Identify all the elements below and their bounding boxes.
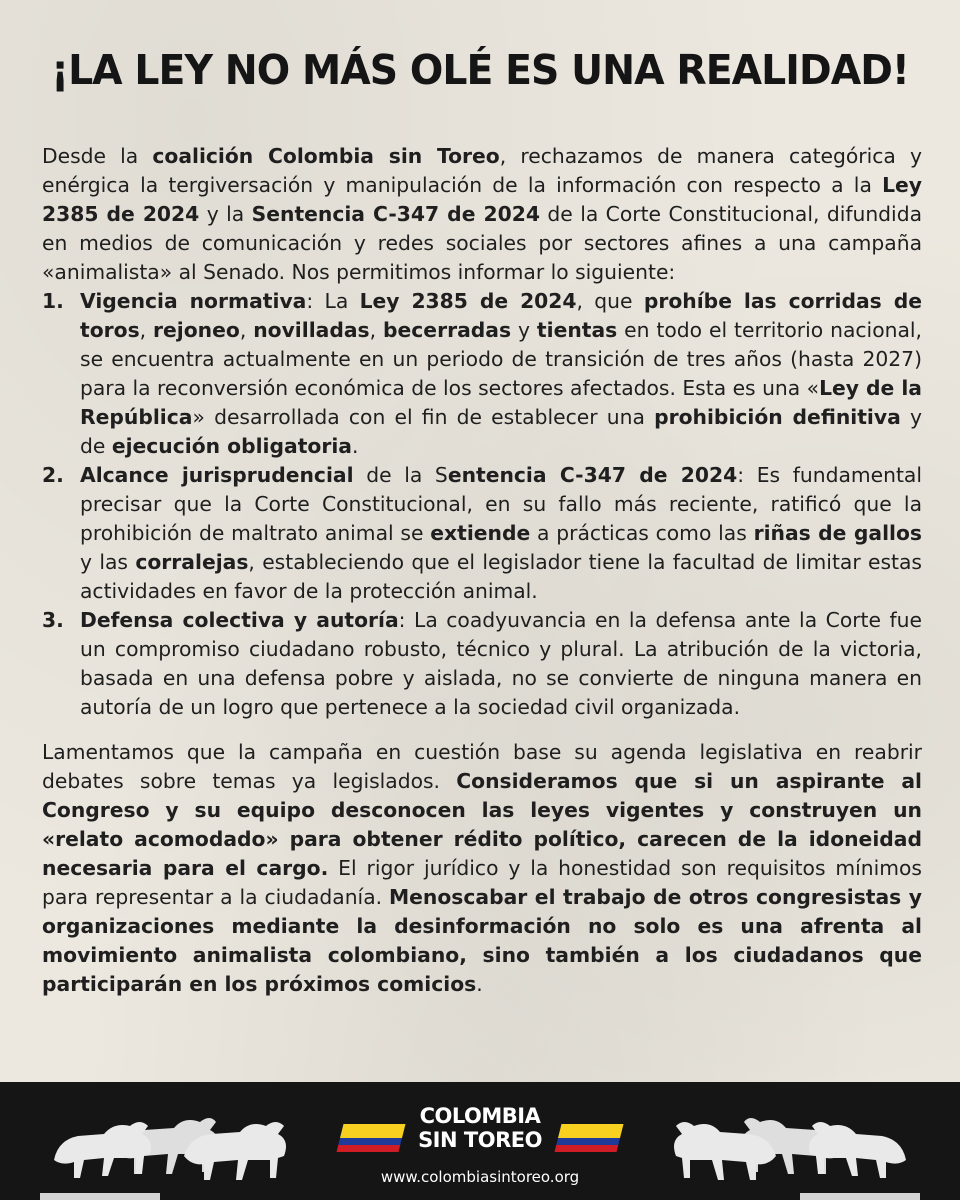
body-text: : La	[306, 289, 360, 313]
list-item	[42, 461, 922, 606]
logo-text-line2: SIN TOREO	[418, 1128, 542, 1152]
bold-text: Ley 2385 de 2024	[359, 289, 577, 313]
bulls-herd-icon	[44, 1100, 304, 1186]
logo-text-line1: COLOMBIA	[419, 1104, 541, 1128]
body-text: .	[351, 434, 359, 458]
intro-bold-3: Sentencia C-347 de 2024	[251, 202, 540, 226]
intro-text-3: y la	[199, 202, 252, 226]
page-title: ¡LA LEY NO MÁS OLÉ ES UNA REALIDAD!	[51, 46, 909, 94]
list-item	[42, 606, 922, 722]
bold-text: extiende	[430, 521, 531, 545]
body-text: en todo el territorio nacional, se encuentra actualmente en un periodo de transición de tres años (hasta 2027) para la reconversión económica de los sectores afectados. Esta es una «	[80, 318, 922, 400]
bold-text: Menoscabar el trabajo de otros congresistas y organizaciones mediante la desinformación no solo es una afrenta al movimiento animalista colombiano, sino también a los ciudadanos que participarán en los próximos comicios	[42, 885, 922, 996]
body-text: : La coadyuvancia en la defensa ante la Corte fue un compromiso ciudadano robusto, técnico y plural. La atribución de la victoria, basada en una defensa pobre y aislada, no se convierte de ninguna manera en autoría de un logro que pertenece a la sociedad civil organizada.	[80, 608, 922, 719]
bold-text: Ley de la República	[80, 376, 922, 429]
intro-text-2: , rechazamos de manera categórica y enérgica la tergiversación y manipulación de la información con respecto a la	[42, 144, 922, 197]
bold-text: novilladas	[253, 318, 370, 342]
intro-paragraph	[42, 142, 922, 287]
list-item-text	[42, 461, 922, 606]
body-text: a prácticas como las	[530, 521, 754, 545]
body-text: y de	[80, 405, 922, 458]
body-text: ,	[369, 318, 384, 342]
bold-text: becerradas	[383, 318, 512, 342]
footer-banner	[0, 1082, 960, 1200]
body-text: El rigor jurídico y la honestidad son requisitos mínimos para representar a la ciudadanía.	[42, 856, 923, 909]
body-text: » desarrollada con el fin de establecer una	[192, 405, 655, 429]
closing-paragraph	[42, 738, 922, 999]
colombia-sin-toreo-logo	[340, 1104, 620, 1164]
list-number: 3.	[42, 608, 64, 632]
intro-bold-1: coalición Colombia sin Toreo	[152, 144, 500, 168]
list-item-text	[42, 287, 922, 461]
bold-text: prohíbe las corridas de toros	[80, 289, 922, 342]
list-number: 2.	[42, 463, 64, 487]
intro-text-4: de la Corte Constitucional, difundida en medios de comunicación y redes sociales por sectores afines a una campaña «animalista» al Senado. Nos permitimos informar lo siguiente:	[42, 202, 922, 284]
body-text: Lamentamos que la campaña en cuestión base su agenda legislativa en reabrir debates sobre temas ya legislados.	[42, 740, 922, 793]
intro-bold-2: Ley 2385 de 2024	[42, 173, 922, 226]
numbered-list	[42, 287, 922, 722]
body-text: , que	[576, 289, 644, 313]
bold-text: Defensa colectiva y autoría	[80, 608, 399, 632]
bold-text: riñas de gallos	[753, 521, 922, 545]
flag-stripes-right	[555, 1124, 624, 1152]
bold-text: Alcance jurisprudencial	[80, 463, 354, 487]
list-number: 1.	[42, 289, 64, 313]
bold-text: corralejas	[135, 550, 249, 574]
body-text: ,	[239, 318, 254, 342]
list-item	[42, 287, 922, 461]
intro-text-1: Desde la	[42, 144, 153, 168]
list-item-text	[42, 606, 922, 722]
website-link[interactable]: www.colombiasintoreo.org	[380, 1168, 580, 1186]
bold-text: Consideramos que si un aspirante al Congreso y su equipo desconocen las leyes vigentes y construyen un «relato acomodado» para obtener rédito político, carecen de la idoneidad necesaria para el cargo.	[42, 769, 922, 880]
body-text: .	[476, 972, 483, 996]
bold-text: tientas	[536, 318, 618, 342]
body-text: y las	[80, 550, 136, 574]
body-text: : Es fundamental precisar que la Corte Constitucional, en su fallo más reciente, ratificó que la prohibición de maltrato animal se	[80, 463, 922, 545]
body-text: , estableciendo que el legislador tiene la facultad de limitar estas actividades en favor de la protección animal.	[80, 550, 923, 603]
bold-text: rejoneo	[153, 318, 240, 342]
body-text: de la S	[353, 463, 448, 487]
decorative-strip	[0, 1190, 960, 1200]
bold-text: prohibición definitiva	[654, 405, 901, 429]
body-text: ,	[139, 318, 154, 342]
bold-text: ejecución obligatoria	[111, 434, 352, 458]
bulls-herd-icon	[656, 1100, 916, 1186]
statement-body	[42, 142, 922, 999]
bold-text: Vigencia normativa	[80, 289, 307, 313]
bold-text: entencia C-347 de 2024	[447, 463, 738, 487]
body-text: y	[511, 318, 537, 342]
